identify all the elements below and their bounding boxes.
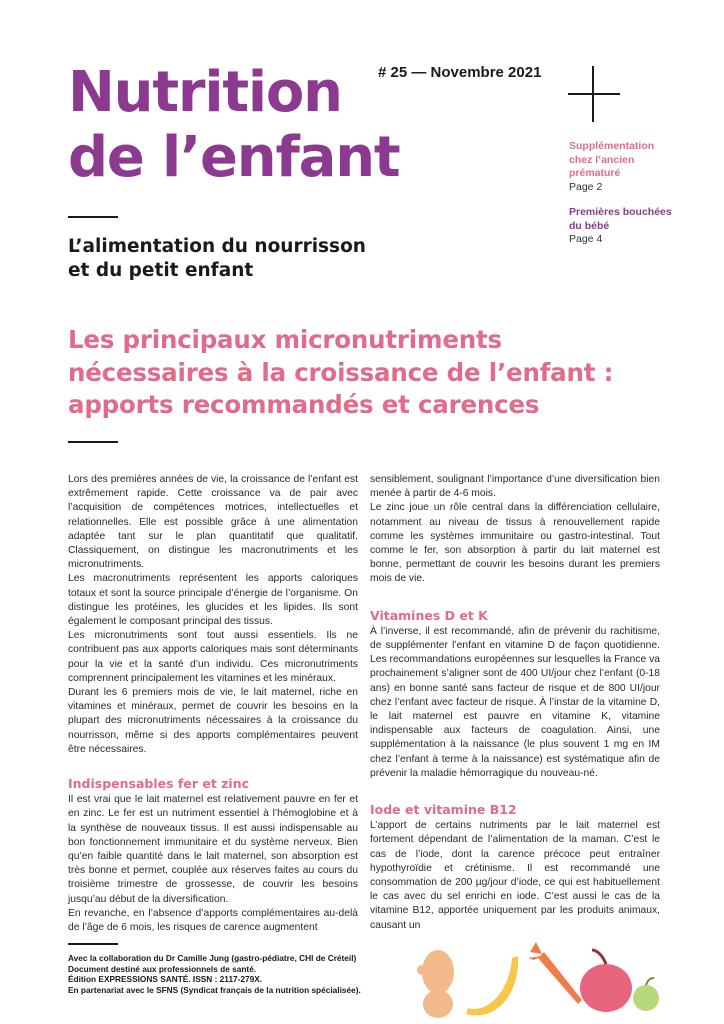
section-heading-iode-b12: Iode et vitamine B12 (370, 802, 517, 818)
paragraph: Les macronutriments représentent les apports caloriques totaux et sont la source principale d’énergie de l’organisme. On distingue les protéines, les glucides et les lipides. Ils sont également le composant principal des tissus. (68, 573, 358, 628)
toc-item-title: Premières bouchées du bébé (569, 206, 672, 232)
paragraph: L’apport de certains nutriments par le lait maternel est fortement dépendant de l’alimentation de la maman. C’est le cas de l’iode, dont la carence précoce peut entraîner hypothyroïdie et crétinisme. Il est recommandé une consommation de 200 µg/jour d’iode, ce qui est habituellement le cas avec du sel enrichi en iode. C’est aussi le cas de la vitamine B12, apportée uniquement par les produits animaux, causant un (370, 820, 660, 931)
subtitle-line-1: L’alimentation du nourrisson (68, 236, 366, 257)
paragraph: Lors des premières années de vie, la croissance de l’enfant est extrêmement rapide. Cette croissance va de pair avec l’acquisition de compétences motrices, intellectuelles et relationnelles. Elle est possible grâce à une alimentation adaptée tant sur le plan quantitatif que qualitatif. Classiquement, on distingue les macronutriments et les micronutriments. (68, 474, 358, 571)
footer-line: Document destiné aux professionnels de santé. (68, 963, 257, 974)
divider-top (68, 216, 118, 218)
title-line-1: Nutrition (68, 60, 342, 125)
paragraph: En revanche, en l’absence d’apports complémentaires au-delà de l’âge de 6 mois, les risques de carence augmentent (68, 907, 358, 934)
baby-head-icon (417, 950, 454, 1018)
food-illustration (410, 930, 660, 1020)
paragraph: sensiblement, soulignant l’importance d’une diversification bien menée à partir de 4-6 mois. (370, 474, 660, 500)
title-line-2: de l’enfant (68, 125, 400, 190)
article-column-right (370, 473, 660, 933)
paragraph: Durant les 6 premiers mois de vie, le lait maternel, riche en vitamines et minéraux, permet de couvrir les besoins en la plupart des micronutriments nécessaires à la croissance du nourrisson, même si des apports complémentaires peuvent être nécessaires. (68, 687, 358, 755)
footer-credits (68, 953, 361, 995)
small-apple-icon (633, 978, 659, 1011)
divider-footer (68, 943, 118, 945)
paragraph: Il est vrai que le lait maternel est relativement pauvre en fer et en zinc. Le fer est un nutriment essentiel à l’hémoglobine et à la synthèse de nouveaux tissus. Il est aussi indispensable au bon fonctionnement immunitaire et du système nerveux. Bien qu’en faible quantité dans le lait maternel, son absorption est très bonne et permet, couplée aux réserves faites au cours du troisième trimestre de grossesse, de couvrir les besoins jusqu’au début de la diversification. (68, 794, 358, 905)
toc-item-premieres-bouchees (569, 206, 679, 247)
section-heading-vitamines-d-k: Vitamines D et K (370, 607, 488, 623)
publication-title (68, 60, 428, 190)
paragraph: À l’inverse, il est recommandé, afin de prévenir du rachitisme, de supplémenter l’enfant en vitamine D de façon quotidienne. Les recommandations européennes sur lesquelles la France va prochainement s’aligner sont de 400 UI/jour chez l’enfant (0-18 ans) en bonne santé sans facteur de risque et de 800 UI/jour chez l’enfant avec facteur de risque. À l’instar de la vitamine D, le lait maternel est pauvre en vitamine K, vitamine indispensable aux facteurs de coagulation. Ainsi, une supplémentation à la naissance (le plus souvent 1 mg en IM chez l’enfant à terme à la naissance) est systématique afin de prévenir la maladie hémorragique du nouveau-né. (370, 625, 660, 779)
toc-item-page: Page 4 (569, 233, 603, 245)
toc-item-title: Supplémentation chez l’ancien prématuré (569, 140, 655, 179)
issue-number: # 25 — Novembre 2021 (378, 64, 542, 81)
article-headline: Les principaux micronutriments nécessaires à la croissance de l’enfant : apports recommandés et carences (68, 325, 614, 419)
section-heading-fer-zinc: Indispensables fer et zinc (68, 776, 250, 792)
article-column-left (68, 473, 358, 935)
paragraph: Le zinc joue un rôle central dans la différenciation cellulaire, notamment au niveau de tissus à renouvellement rapide comme les systèmes immunitaire ou gastro-intestinal. Tout comme le fer, son absorption à partir du lait maternel est bonne, permettant de couvrir les besoins durant les premiers mois de vie. (370, 502, 660, 585)
footer-line: En partenariat avec le SFNS (Syndicat français de la nutrition spécialisée). (68, 984, 361, 995)
footer-line: Édition EXPRESSIONS SANTÉ. ISSN : 2117-279X. (68, 974, 263, 985)
apple-icon (580, 950, 632, 1012)
subtitle-line-2: et du petit enfant (68, 260, 254, 281)
divider-headline (68, 441, 118, 443)
subtitle (68, 235, 398, 283)
footer-line: Avec la collaboration du Dr Camille Jung (gastro-pédiatre, CHI de Créteil) (68, 953, 357, 963)
crosshair-horizontal (568, 93, 620, 95)
paragraph: Les micronutriments sont tout aussi essentiels. Ils ne contribuent pas aux apports caloriques mais sont déterminants pour la vie et la santé d’un individu. Ces micronutriments comprennent principalement les vitamines et les minéraux. (68, 630, 358, 684)
banana-icon (466, 956, 518, 1015)
carrot-icon (528, 942, 582, 1004)
toc-item-page: Page 2 (569, 180, 603, 193)
toc-item-supplementation (569, 140, 679, 194)
